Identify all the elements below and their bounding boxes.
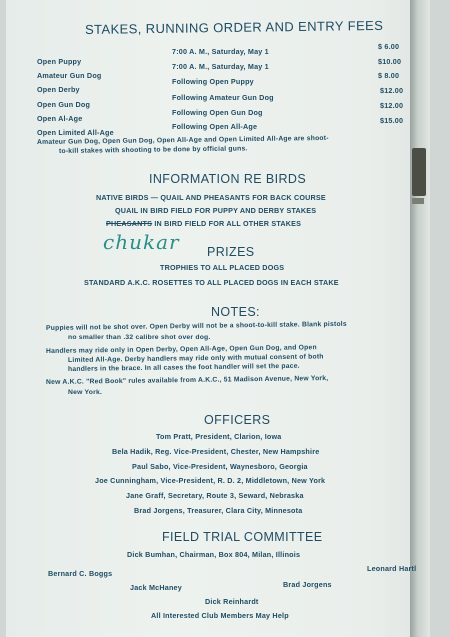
stake-fee: $10.00	[378, 57, 402, 66]
stake-fee: $ 8.00	[378, 71, 400, 80]
notes-line: Handlers may ride only in Open Derby, Open All-Age, Open Gun Dog, and Open	[45, 344, 317, 355]
program-page	[6, 0, 430, 637]
officer: Jane Graff, Secretary, Route 3, Seward, Nebraska	[126, 491, 304, 500]
stake-name: Open Derby	[37, 85, 80, 94]
officer: Paul Sabo, Vice-President, Waynesboro, Georgia	[132, 462, 308, 471]
committee-member: Jack McHaney	[130, 583, 182, 592]
notes-line: no smaller than .32 calibre shot over dog.	[68, 334, 211, 341]
stake-time: 7:00 A. M., Saturday, May 1	[172, 62, 269, 71]
stakes-note-line: Amateur Gun Dog, Open Gun Dog, Open All-Age and Open Limited All-Age are shoot-	[36, 134, 329, 146]
notes-line: Puppies will not be shot over. Open Derby will not be a shoot-to-kill stake. Blank pistols	[45, 320, 347, 332]
stake-name: Open Limited All-Age	[37, 128, 114, 137]
stake-name: Amateur Gun Dog	[37, 71, 102, 80]
birds-line: NATIVE BIRDS — QUAIL AND PHEASANTS FOR BACK COURSE	[96, 193, 326, 202]
officer: Brad Jorgens, Treasurer, Clara City, Minnesota	[134, 506, 303, 515]
stake-name: Open Gun Dog	[37, 100, 91, 109]
notes-line: Limited All-Age. Derby handlers may ride only with mutual consent of both	[67, 353, 324, 364]
handwritten-correction: chukar	[103, 230, 180, 254]
committee-footer: All Interested Club Members May Help	[151, 611, 289, 620]
prizes-title: PRIZES	[207, 245, 255, 259]
notes-line: New A.K.C. "Red Book" rules available from A.K.C., 51 Madison Avenue, New York,	[45, 375, 329, 386]
birds-line-rest: IN BIRD FIELD FOR ALL OTHER STAKES	[152, 219, 302, 228]
committee-member: Leonard Hartl	[367, 564, 417, 573]
stake-fee: $12.00	[380, 101, 404, 110]
stakes-note-line: to-kill stakes with shooting to be done by official guns.	[58, 145, 248, 155]
committee-member: Bernard C. Boggs	[48, 569, 113, 578]
birds-line	[106, 219, 301, 228]
struck-word: PHEASANTS	[106, 219, 153, 228]
officer: Bela Hadik, Reg. Vice-President, Chester, New Hampshire	[112, 447, 320, 456]
birds-line: QUAIL IN BIRD FIELD FOR PUPPY AND DERBY STAKES	[115, 206, 317, 215]
committee-member: Dick Reinhardt	[205, 597, 259, 606]
stake-time: Following Open All-Age	[172, 122, 258, 131]
stake-name: Open Al-Age	[37, 114, 83, 123]
stake-name: Open Puppy	[37, 57, 82, 66]
stake-time: Following Open Gun Dog	[172, 108, 263, 117]
stake-time: 7:00 A. M., Saturday, May 1	[172, 47, 269, 56]
stake-fee: $15.00	[380, 116, 404, 125]
page-edge	[410, 0, 430, 637]
notes-line: New York.	[68, 389, 103, 396]
stake-time: Following Open Puppy	[172, 77, 254, 86]
stake-time: Following Amateur Gun Dog	[172, 93, 274, 102]
prizes-line: TROPHIES TO ALL PLACED DOGS	[160, 263, 285, 272]
committee-title: FIELD TRIAL COMMITTEE	[162, 530, 323, 544]
birds-title: INFORMATION RE BIRDS	[149, 172, 307, 186]
notes-title: NOTES:	[211, 305, 260, 319]
committee-chairman: Dick Bumhan, Chairman, Box 804, Milan, Illinois	[127, 550, 301, 559]
officers-title: OFFICERS	[204, 413, 271, 427]
binding-tab	[412, 148, 426, 196]
stake-fee: $ 6.00	[378, 42, 400, 51]
binding-tab-lower	[412, 198, 424, 204]
officer: Joe Cunningham, Vice-President, R. D. 2, Middletown, New York	[95, 476, 326, 485]
notes-line: handlers in the brace. In all cases the foot handler will set the pace.	[67, 362, 300, 373]
committee-member: Brad Jorgens	[283, 580, 332, 589]
stake-fee: $12.00	[380, 86, 404, 95]
officer: Tom Pratt, President, Clarion, Iowa	[156, 432, 282, 441]
stakes-title: STAKES, RUNNING ORDER AND ENTRY FEES	[84, 17, 384, 37]
prizes-line: STANDARD A.K.C. ROSETTES TO ALL PLACED DOGS IN EACH STAKE	[84, 278, 339, 287]
